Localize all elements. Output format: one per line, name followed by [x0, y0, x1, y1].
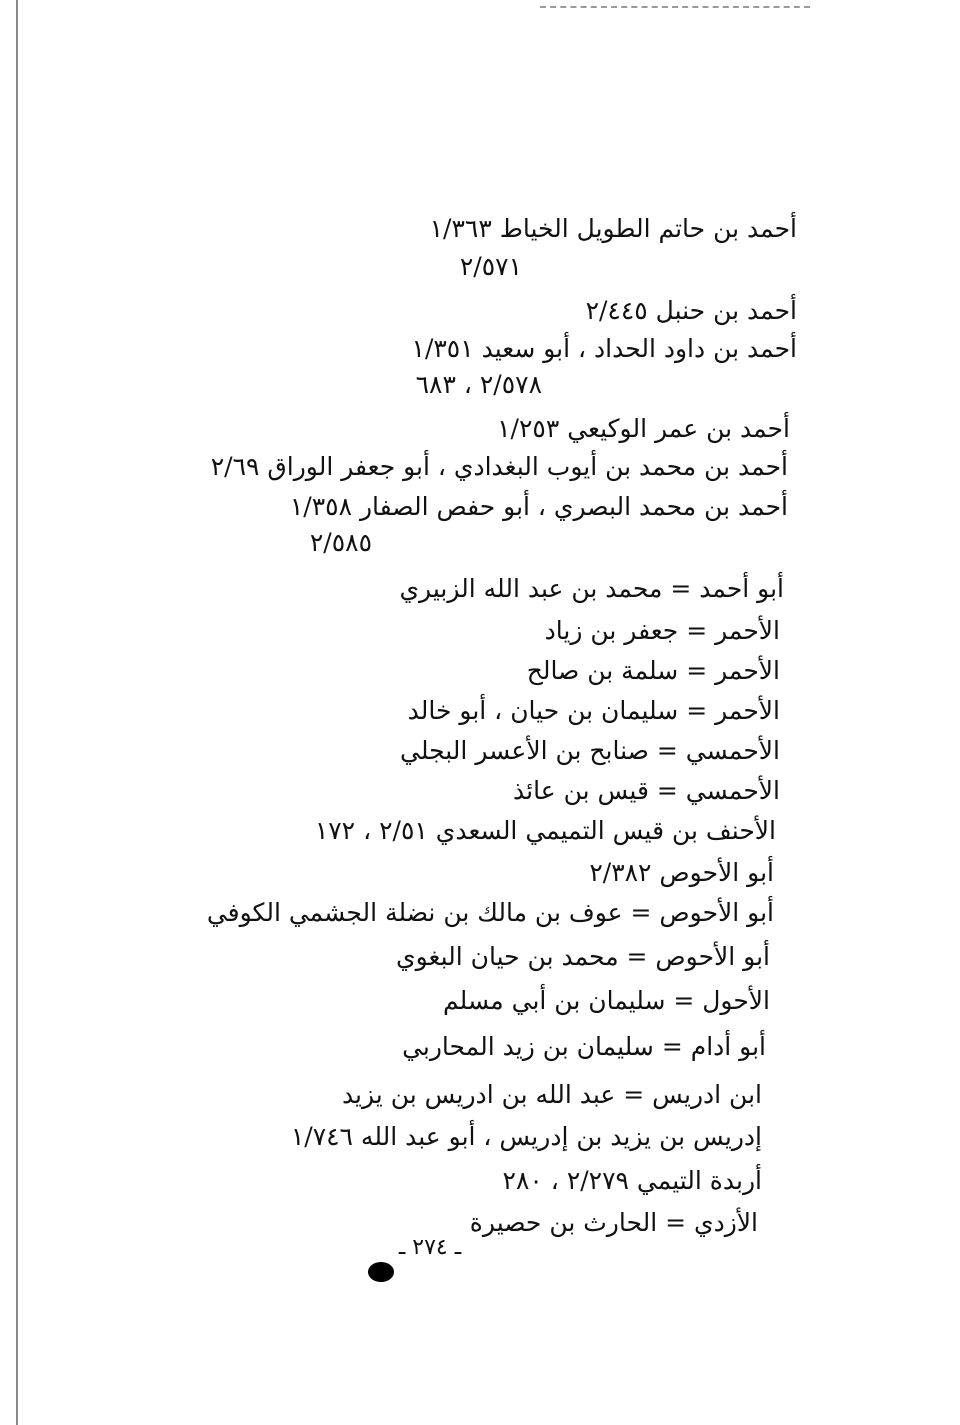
index-entry: الأحمر = سليمان بن حيان ، أبو خالد — [407, 696, 780, 725]
index-entry: الأحمسي = صنابح بن الأعسر البجلي — [400, 736, 780, 765]
index-entry: أحمد بن حنبل ٢/٤٤٥ — [585, 296, 797, 325]
page-number: ـ ٢٧٤ ـ — [398, 1235, 462, 1260]
index-entry: الأحنف بن قيس التميمي السعدي ٢/٥١ ، ١٧٢ — [314, 816, 776, 845]
left-margin-line — [16, 0, 18, 1425]
index-entry: أبو الأحوص = عوف بن مالك بن نضلة الجشمي الكوفي — [206, 898, 774, 927]
index-entry: أبو أحمد = محمد بن عبد الله الزبيري — [399, 574, 784, 603]
index-entry: أبو الأحوص = محمد بن حيان البغوي — [396, 942, 770, 971]
index-entry: الأزدي = الحارث بن حصيرة — [469, 1208, 758, 1237]
index-entry-continuation: ٢/٥٧٨ ، ٦٨٣ — [415, 370, 542, 399]
index-entry: أحمد بن حاتم الطويل الخياط ١/٣٦٣ — [429, 214, 797, 243]
index-entry: أحمد بن عمر الوكيعي ١/٢٥٣ — [497, 414, 790, 443]
index-entry-continuation: ٢/٥٧١ — [459, 252, 522, 281]
index-entry: الأحمر = جعفر بن زياد — [544, 616, 780, 645]
index-entry: الأحمسي = قيس بن عائذ — [513, 776, 780, 805]
index-entry: أحمد بن محمد بن أيوب البغدادي ، أبو جعفر الوراق ٢/٦٩ — [210, 452, 788, 481]
index-entry: إدريس بن يزيد بن إدريس ، أبو عبد الله ١/٧٤٦ — [290, 1122, 762, 1151]
index-entry: أحمد بن داود الحداد ، أبو سعيد ١/٣٥١ — [411, 334, 797, 363]
index-entry: الأحول = سليمان بن أبي مسلم — [443, 986, 770, 1015]
index-entry-continuation: ٢/٥٨٥ — [309, 528, 372, 557]
index-entry: أبو أدام = سليمان بن زيد المحاربي — [402, 1032, 766, 1061]
top-dashed-line — [540, 6, 810, 8]
index-entry: أبو الأحوص ٢/٣٨٢ — [589, 858, 774, 887]
ink-dot — [368, 1262, 394, 1282]
index-entry: أربدة التيمي ٢/٢٧٩ ، ٢٨٠ — [502, 1166, 762, 1195]
index-entry: أحمد بن محمد البصري ، أبو حفص الصفار ١/٣٥٨ — [289, 492, 788, 521]
index-entry: الأحمر = سلمة بن صالح — [526, 656, 780, 685]
index-entry: ابن ادريس = عبد الله بن ادريس بن يزيد — [341, 1080, 762, 1109]
